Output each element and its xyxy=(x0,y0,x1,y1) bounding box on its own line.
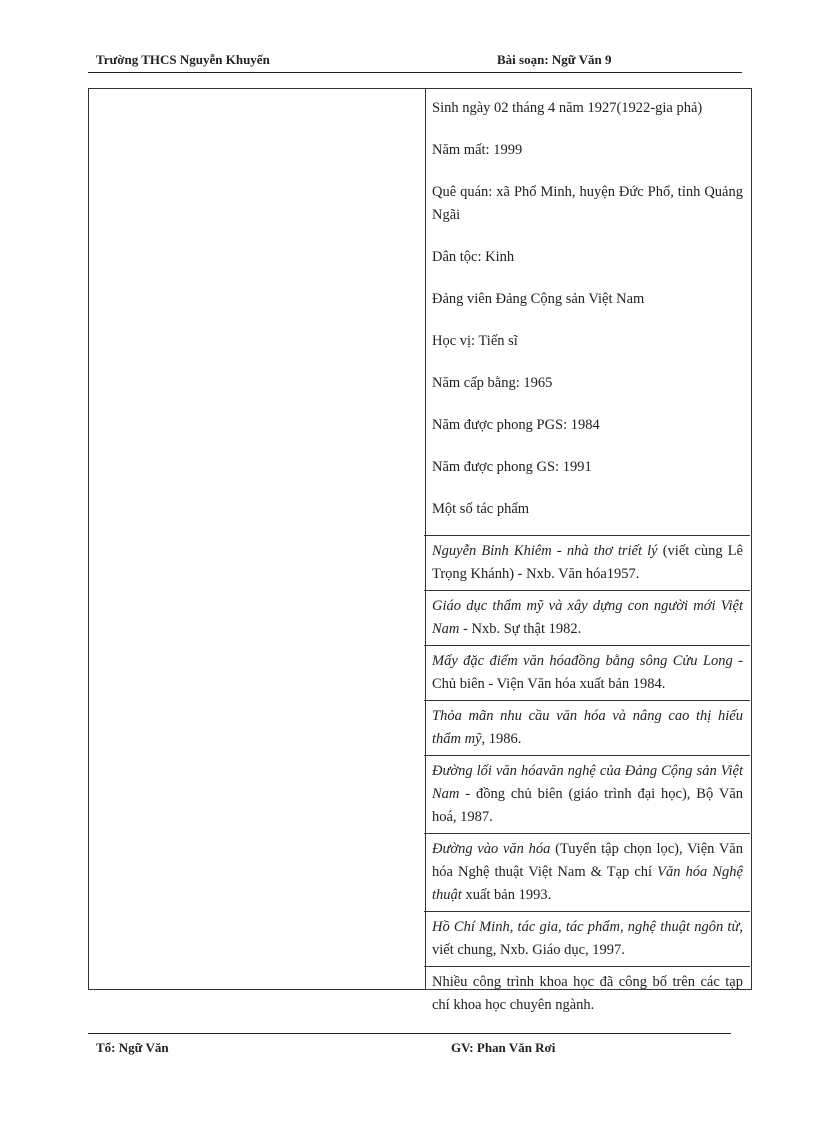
work-detail: Nhiều công trình khoa học đã công bố trên các tạp chí khoa học chuyên ngành. xyxy=(432,974,743,1013)
work-detail: - đồng chủ biên (giáo trình đại học), Bộ Văn hoá, 1987. xyxy=(432,786,743,825)
professor-year: Năm được phong GS: 1991 xyxy=(432,459,592,475)
work-separator xyxy=(424,911,750,912)
content-table xyxy=(88,88,752,1013)
work-title: Đường lối văn hóavăn nghệ của Đảng Cộng sản Việt Nam xyxy=(432,763,743,802)
work-item xyxy=(432,705,743,751)
work-separator xyxy=(424,700,750,701)
work-detail: - Nxb. Sự thật 1982. xyxy=(459,621,582,637)
work-detail: , 1986. xyxy=(481,731,522,747)
associate-professor-year: Năm được phong PGS: 1984 xyxy=(432,417,600,433)
department-name: Tổ: Ngữ Văn xyxy=(96,1040,169,1055)
work-detail: (Tuyển tập chọn lọc), Viện Văn hóa Nghệ thuật Việt Nam & Tạp chí xyxy=(432,841,743,880)
subject-title: Bài soạn: Ngữ Văn 9 xyxy=(497,52,612,67)
work-detail: (viết cùng Lê Trọng Khánh) - Nxb. Văn hóa1957. xyxy=(432,543,743,582)
works-rule xyxy=(424,535,750,536)
work-detail: - Chủ biên - Viện Văn hóa xuất bản 1984. xyxy=(432,653,743,692)
journal-title: Văn hóa Nghệ thuật xyxy=(432,864,743,903)
death-year: Năm mất: 1999 xyxy=(432,142,523,158)
biography-cell xyxy=(432,97,743,1017)
degree-year: Năm cấp bằng: 1965 xyxy=(432,375,553,391)
birth-date: Sinh ngày 02 tháng 4 năm 1927(1922-gia phả) xyxy=(432,100,703,116)
party-membership: Đảng viên Đảng Cộng sản Việt Nam xyxy=(432,291,645,307)
work-detail-end: xuất bản 1993. xyxy=(461,887,552,903)
work-separator xyxy=(424,590,750,591)
work-item xyxy=(432,838,743,907)
header-rule xyxy=(88,72,742,73)
column-divider xyxy=(425,89,426,989)
work-title: Mấy đặc điểm văn hóađồng bằng sông Cửu Long xyxy=(432,653,733,669)
work-item xyxy=(432,971,743,1017)
works-heading: Một số tác phẩm xyxy=(432,501,530,517)
work-title: Thỏa mãn nhu cầu văn hóa và nâng cao thị hiếu thẩm mỹ xyxy=(432,708,743,747)
work-item xyxy=(432,916,743,962)
page-header xyxy=(96,52,742,72)
work-item xyxy=(432,540,743,586)
work-separator xyxy=(424,755,750,756)
ethnicity: Dân tộc: Kinh xyxy=(432,249,515,265)
school-name: Trường THCS Nguyễn Khuyến xyxy=(96,52,270,67)
work-detail: , viết chung, Nxb. Giáo dục, 1997. xyxy=(432,919,743,958)
work-item xyxy=(432,650,743,696)
work-title: Giáo dục thẩm mỹ và xây dựng con người mới Việt Nam xyxy=(432,598,743,637)
teacher-name: GV: Phan Văn Rơi xyxy=(451,1040,556,1055)
work-separator xyxy=(424,645,750,646)
page-footer xyxy=(96,1040,742,1060)
work-title: Hồ Chí Minh, tác gia, tác phẩm, nghệ thuật ngôn từ xyxy=(432,919,740,935)
work-title: Đường vào văn hóa xyxy=(432,841,551,857)
work-item xyxy=(432,760,743,829)
work-separator xyxy=(424,833,750,834)
hometown: Quê quán: xã Phổ Minh, huyện Đức Phổ, tỉnh Quảng Ngãi xyxy=(432,184,743,223)
academic-degree: Học vị: Tiến sĩ xyxy=(432,333,518,349)
work-separator xyxy=(424,966,750,967)
work-title: Nguyễn Bỉnh Khiêm - nhà thơ triết lý xyxy=(432,543,658,559)
work-item xyxy=(432,595,743,641)
footer-rule xyxy=(88,1033,731,1034)
